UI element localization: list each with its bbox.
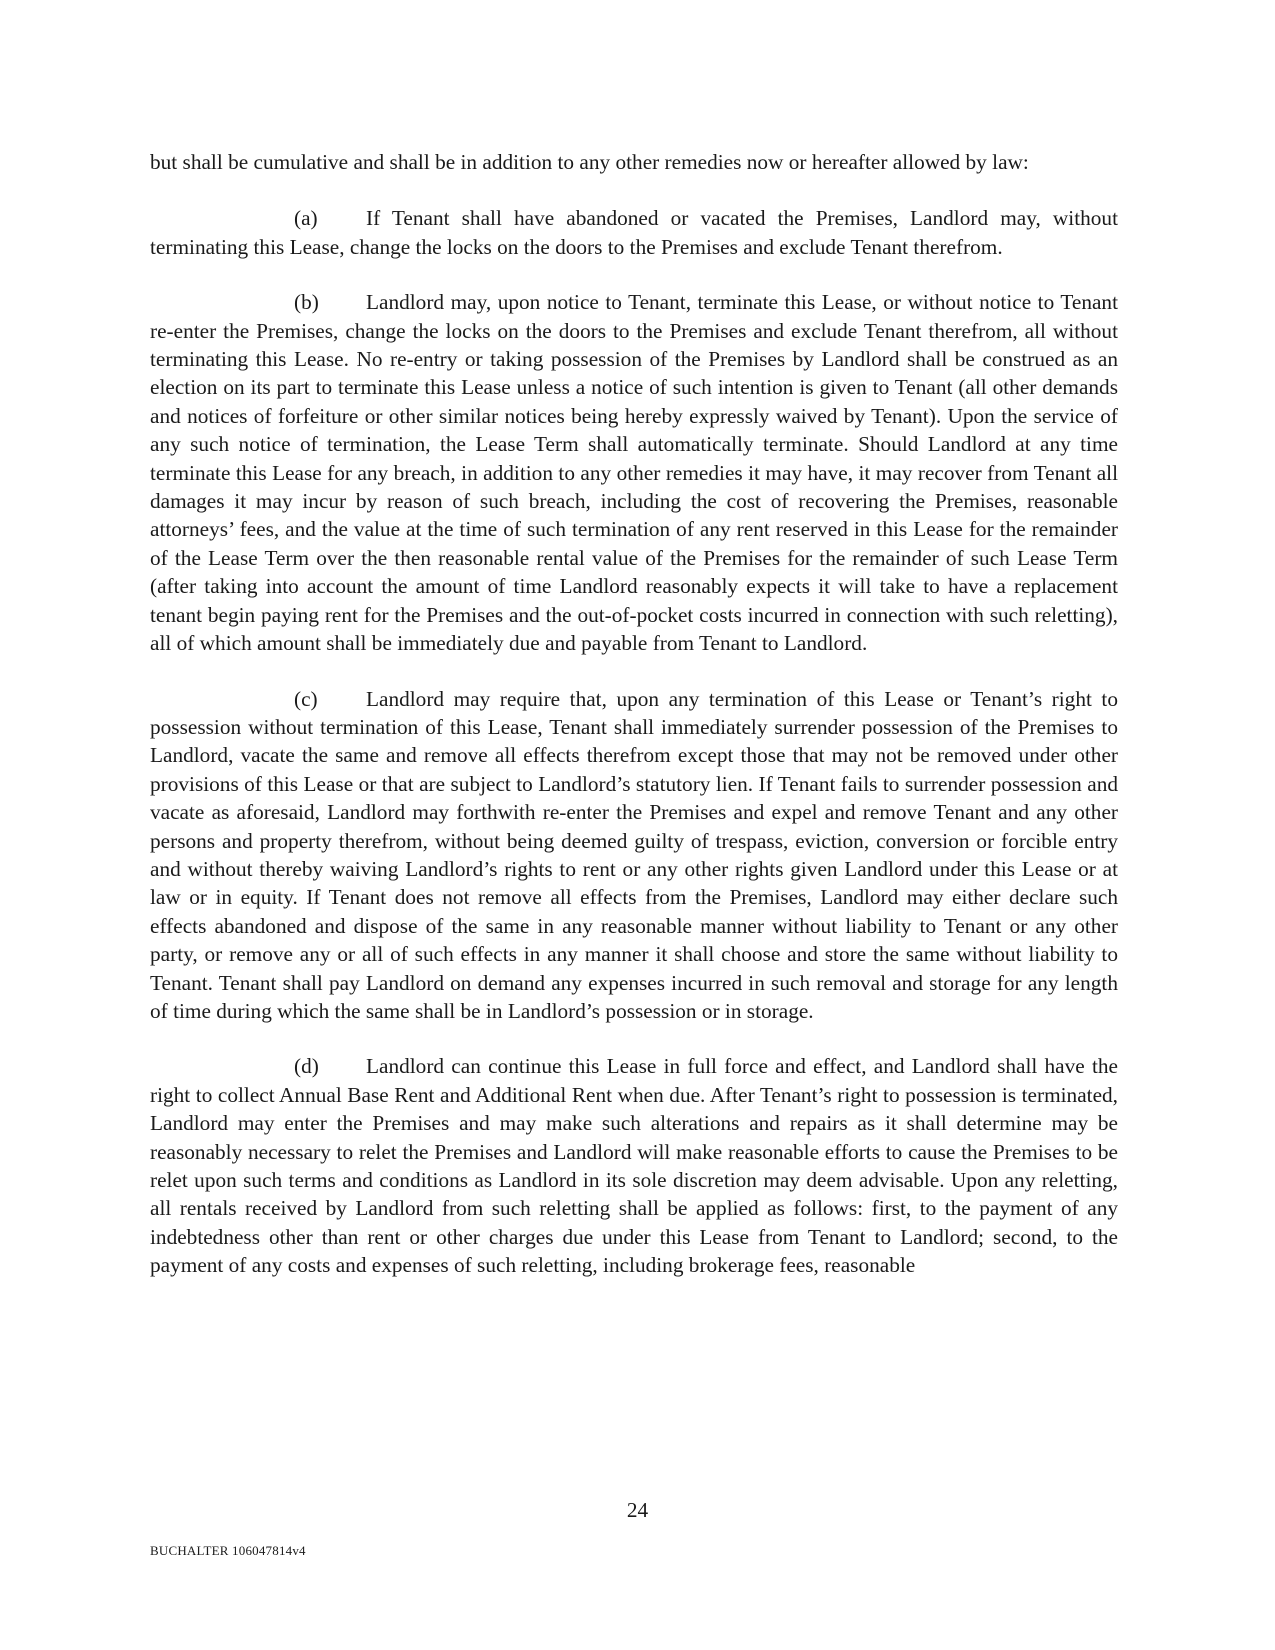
paragraph-label: (c) xyxy=(294,686,318,711)
paragraph-b xyxy=(150,288,1118,657)
paragraph-label: (d) xyxy=(294,1054,319,1079)
paragraph-text: Landlord may, upon notice to Tenant, terminate this Lease, or without notice to Tenant re-enter the Premises, change the locks on the doors to the Premises and exclude Tenant therefrom, all without terminating this Lease. No re-entry or taking possession of the Premises by Landlord shall be construed as an election on its part to terminate this Lease unless a notice of such intention is given to Tenant (all other demands and notices of forfeiture or other similar notices being hereby expressly waived by Tenant). Upon the service of any such notice of termination, the Lease Term shall automatically terminate. Should Landlord at any time terminate this Lease for any breach, in addition to any other remedies it may have, it may recover from Tenant all damages it may incur by reason of such breach, including the cost of recovering the Premises, reasonable attorneys’ fees, and the value at the time of such termination of any rent reserved in this Lease for the remainder of the Lease Term over the then reasonable rental value of the Premises for the remainder of such Lease Term (after taking into account the amount of time Landlord reasonably expects it will take to have a replacement tenant begin paying rent for the Premises and the out-of-pocket costs incurred in connection with such reletting), all of which amount shall be immediately due and payable from Tenant to Landlord. xyxy=(150,290,1118,656)
intro-paragraph: but shall be cumulative and shall be in addition to any other remedies now or hereafter allowed by law: xyxy=(150,150,1029,174)
page-number: 24 xyxy=(626,1498,649,1522)
paragraph-a xyxy=(150,204,1118,261)
paragraph-c xyxy=(150,685,1118,1026)
document-body xyxy=(150,148,1118,1307)
paragraph-text: Landlord can continue this Lease in full force and effect, and Landlord shall have the right to collect Annual Base Rent and Additional Rent when due. After Tenant’s right to possession is terminated, Landlord may enter the Premises and may make such alterations and repairs as it shall determine may be reasonably necessary to relet the Premises and Landlord will make reasonable efforts to cause the Premises to be relet upon such terms and conditions as Landlord in its sole discretion may deem advisable. Upon any reletting, all rentals received by Landlord from such reletting shall be applied as follows: first, to the payment of any indebtedness other than rent or other charges due under this Lease from Tenant to Landlord; second, to the payment of any costs and expenses of such reletting, including brokerage fees, reasonable xyxy=(150,1054,1118,1278)
paragraph-label: (b) xyxy=(294,290,319,315)
paragraph-label: (a) xyxy=(294,206,318,231)
paragraph-text: If Tenant shall have abandoned or vacated the Premises, Landlord may, without terminating this Lease, change the locks on the doors to the Premises and exclude Tenant therefrom. xyxy=(150,206,1118,259)
paragraph-d xyxy=(150,1052,1118,1279)
paragraph-text: Landlord may require that, upon any termination of this Lease or Tenant’s right to possession without termination of this Lease, Tenant shall immediately surrender possession of the Premises to Landlord, vacate the same and remove all effects therefrom except those that may not be removed under other provisions of this Lease or that are subject to Landlord’s statutory lien. If Tenant fails to surrender possession and vacate as aforesaid, Landlord may forthwith re-enter the Premises and expel and remove Tenant and any other persons and property therefrom, without being deemed guilty of trespass, eviction, conversion or forcible entry and without thereby waiving Landlord’s rights to rent or any other rights given Landlord under this Lease or at law or in equity. If Tenant does not remove all effects from the Premises, Landlord may either declare such effects abandoned and dispose of the same in any reasonable manner without liability to Tenant or any other party, or remove any or all of such effects in any manner it shall choose and store the same without liability to Tenant. Tenant shall pay Landlord on demand any expenses incurred in such removal and storage for any length of time during which the same shall be in Landlord’s possession or in storage. xyxy=(150,686,1118,1023)
document-id-footer: BUCHALTER 106047814v4 xyxy=(150,1543,306,1558)
